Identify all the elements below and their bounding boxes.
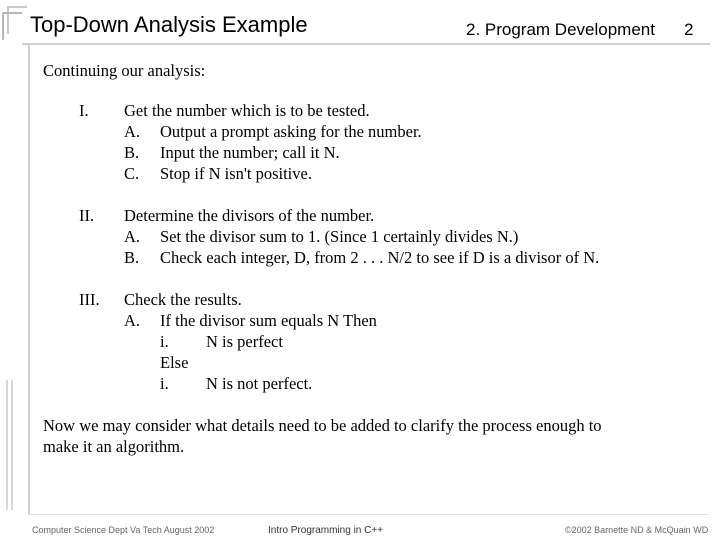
outline-numeral: III.: [79, 290, 100, 309]
outline-heading: Determine the divisors of the number.: [124, 206, 375, 225]
left-border-line: [11, 380, 13, 510]
section-label: 2. Program Development: [466, 20, 655, 39]
outline-subitem-text: N is not perfect.: [206, 374, 313, 393]
footer-right: ©2002 Barnette ND & McQuain WD: [565, 525, 709, 535]
conclusion-line: make it an algorithm.: [43, 437, 185, 456]
outline-item-text: Set the divisor sum to 1. (Since 1 certainly divides N.): [160, 227, 519, 246]
outline-item-label: A.: [124, 227, 141, 246]
outline-item-text: Check each integer, D, from 2 . . . N/2 to see if D is a divisor of N.: [160, 248, 600, 267]
outline-numeral: I.: [79, 101, 89, 120]
outline-item-label: C.: [124, 164, 140, 183]
page-number: 2: [684, 20, 694, 39]
outline-item-text: Stop if N isn't positive.: [160, 164, 312, 183]
outline-heading: Check the results.: [124, 290, 242, 309]
header-divider: [22, 43, 710, 45]
left-border-line: [6, 380, 8, 510]
frame-corner-decoration: [2, 12, 22, 40]
outline-item-label: A.: [124, 122, 141, 141]
outline-subitem-text: Else: [160, 353, 189, 372]
left-border-line: [28, 45, 30, 515]
outline-subitem-text: N is perfect: [206, 332, 283, 351]
outline-item-text: If the divisor sum equals N Then: [160, 311, 377, 330]
footer-divider: [28, 514, 708, 515]
conclusion-line: Now we may consider what details need to be added to clarify the process enough to: [43, 416, 602, 435]
outline-numeral: II.: [79, 206, 95, 225]
outline-subitem-label: i.: [160, 332, 169, 351]
outline-item-label: B.: [124, 248, 140, 267]
footer-center: Intro Programming in C++: [268, 525, 384, 536]
outline-heading: Get the number which is to be tested.: [124, 101, 370, 120]
footer-left: Computer Science Dept Va Tech August 2002: [32, 525, 215, 535]
outline-item-label: B.: [124, 143, 140, 162]
outline-item-text: Input the number; call it N.: [160, 143, 340, 162]
slide-title: Top-Down Analysis Example: [30, 12, 308, 37]
intro-text: Continuing our analysis:: [43, 61, 206, 80]
outline-item-text: Output a prompt asking for the number.: [160, 122, 422, 141]
outline-item-label: A.: [124, 311, 141, 330]
outline-subitem-label: i.: [160, 374, 169, 393]
